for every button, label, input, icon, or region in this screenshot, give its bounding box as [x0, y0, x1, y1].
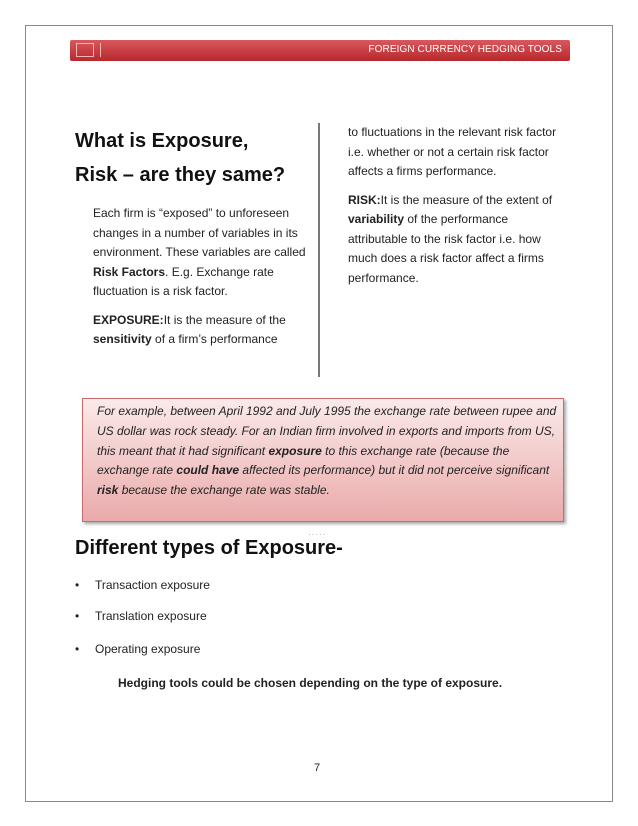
risk-label: RISK: — [348, 192, 381, 207]
section-heading-types: Different types of Exposure- — [75, 537, 343, 559]
header-bar — [70, 40, 570, 61]
list-item — [75, 642, 200, 656]
list-item — [75, 578, 210, 592]
intro-paragraph — [93, 204, 313, 302]
example-part: to this exchange rate (because the exchange rate — [97, 443, 510, 478]
intro-text-end: . E.g. Exchange rate fluctuation is a risk factor. — [93, 264, 274, 298]
risk-factors-term: Risk Factors — [93, 264, 166, 279]
exposure-paragraph — [93, 311, 313, 350]
column-divider — [318, 123, 320, 377]
section-heading-exposure — [75, 124, 325, 192]
list-item-label: Operating exposure — [95, 642, 201, 656]
example-bold-risk: risk — [97, 483, 119, 498]
example-part: affected its performance) but it did not perceive significant — [239, 463, 550, 478]
sensitivity-term: sensitivity — [93, 332, 152, 346]
exposure-text: It is the measure of the — [163, 312, 286, 327]
page-number: 7 — [314, 762, 321, 774]
conclusion-text: Hedging tools could be chosen depending on the type of exposure. — [118, 676, 503, 690]
bullet-icon: • — [75, 642, 80, 656]
risk-text: It is the measure of the extent of — [380, 192, 553, 207]
risk-text-end: of the performance attributable to the risk factor i.e. how much does a risk factor affect a firms performance. — [348, 212, 544, 285]
intro-text: Each firm is “exposed” to unforeseen changes in a number of variables in its environment. These variables are called — [93, 206, 306, 259]
example-text — [97, 402, 557, 501]
example-part: because the exchange rate was stable. — [118, 483, 330, 498]
risk-paragraph — [348, 191, 568, 289]
header-decor-line — [100, 43, 101, 57]
list-item-label: Transaction exposure — [95, 578, 210, 592]
header-decor-box — [76, 43, 94, 57]
heading-line-1: What is Exposure, — [75, 130, 249, 152]
example-callout — [82, 398, 564, 522]
header-title: FOREIGN CURRENCY HEDGING TOOLS — [368, 44, 562, 55]
bullet-icon: • — [75, 578, 80, 592]
list-item-label: Translation exposure — [95, 609, 207, 623]
bullet-icon: • — [75, 609, 80, 623]
heading-line-2: Risk – are they same? — [75, 164, 286, 186]
decor-dots: ····· — [308, 530, 327, 539]
right-column — [348, 123, 568, 297]
example-bold-could-have: could have — [176, 463, 240, 478]
list-item — [75, 609, 207, 623]
exposure-text-end: of a firm’s performance — [151, 332, 278, 346]
left-column — [93, 204, 313, 359]
exposure-label: EXPOSURE: — [93, 312, 164, 327]
example-bold-exposure: exposure — [268, 443, 322, 458]
example-part: For example, between April 1992 and July 1995 the exchange rate between rupee and US dollar was rock steady. For an Indian firm involved in exports and imports from US, this meant that it had significant — [97, 404, 557, 458]
exposure-continued: to fluctuations in the relevant risk factor i.e. whether or not a certain risk factor affects a firms performance. — [348, 125, 557, 178]
variability-term: variability — [348, 212, 405, 226]
